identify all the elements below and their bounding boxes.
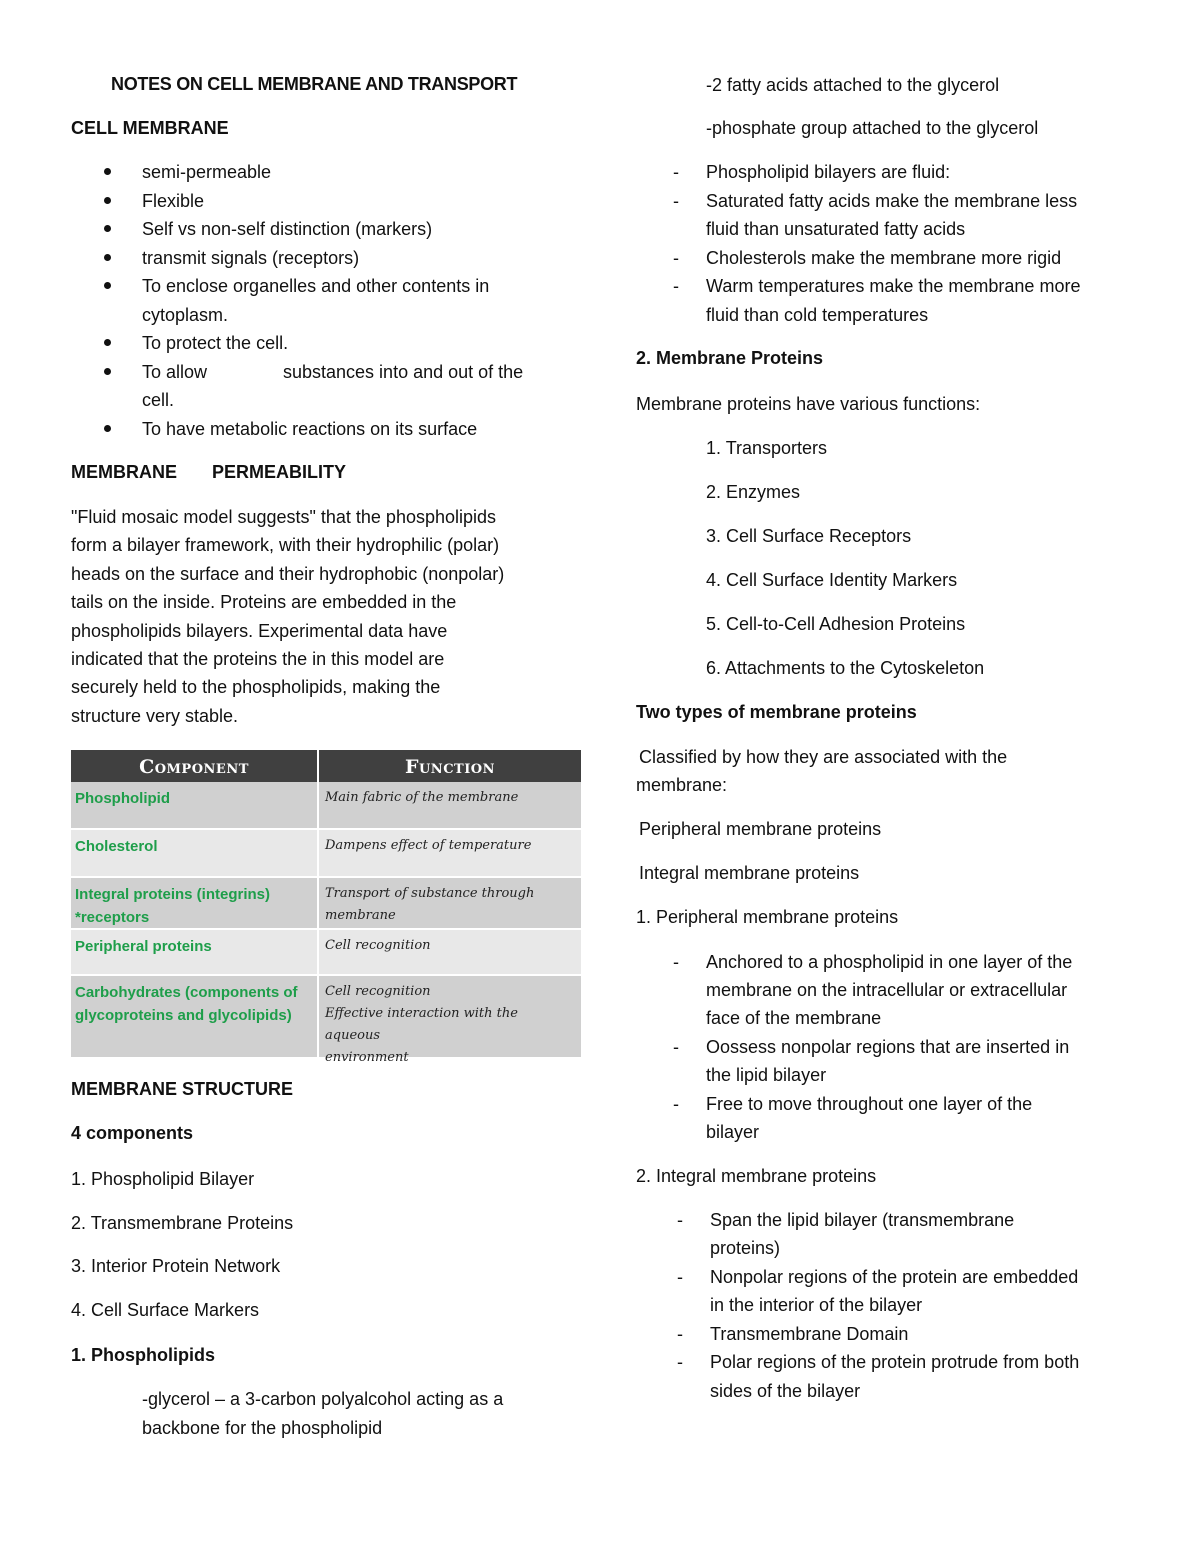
- table-row: [71, 878, 581, 928]
- function-item: 3. Cell Surface Receptors: [706, 526, 912, 546]
- table-header: [71, 750, 581, 782]
- paragraph-line: tails on the inside. Proteins are embedded in the: [71, 592, 457, 612]
- glycerol-line: backbone for the phospholipid: [142, 1418, 383, 1438]
- bullet-icon: [104, 368, 111, 375]
- paragraph-line: indicated that the proteins the in this model are: [71, 649, 445, 669]
- structure-item: 1. Phospholipid Bilayer: [71, 1169, 255, 1189]
- paragraph-line: phospholipids bilayers. Experimental data have: [71, 621, 448, 641]
- classified-line: membrane:: [636, 775, 728, 795]
- paragraph-line: form a bilayer framework, with their hydrophilic (polar): [71, 535, 500, 555]
- function-cell: Transport of substance through membrane: [325, 886, 535, 923]
- bullet-icon: [104, 168, 111, 175]
- dash-marker: -: [677, 1352, 683, 1372]
- table-row: [71, 930, 581, 974]
- component-cell: Carbohydrates (components of glycoproteins and glycolipids): [75, 984, 298, 1024]
- bullet-icon: [104, 197, 111, 204]
- integral-detail: Span the lipid bilayer (transmembrane: [710, 1210, 1015, 1230]
- fluidity-line: Cholesterols make the membrane more rigid: [706, 248, 1062, 268]
- dash-marker: -: [673, 952, 679, 972]
- component-cell: Integral proteins (integrins) *receptors: [75, 886, 271, 926]
- integral-detail: Transmembrane Domain: [710, 1324, 909, 1344]
- peripheral-detail: face of the membrane: [706, 1008, 882, 1028]
- integral-detail: Polar regions of the protein protrude from both: [710, 1352, 1080, 1372]
- two-types-heading: Two types of membrane proteins: [636, 702, 917, 722]
- membrane-structure-heading: MEMBRANE STRUCTURE: [71, 1079, 293, 1099]
- bullet-icon: [104, 339, 111, 346]
- function-item: 6. Attachments to the Cytoskeleton: [706, 658, 985, 678]
- fluidity-line: Saturated fatty acids make the membrane less: [706, 191, 1078, 211]
- phospholipids-heading: 1. Phospholipids: [71, 1345, 216, 1365]
- bullet-text-gap: substances into and out of the: [283, 362, 524, 382]
- integral-detail: sides of the bilayer: [710, 1381, 861, 1401]
- function-cell: Cell recognition: [325, 938, 431, 953]
- integral-detail: Nonpolar regions of the protein are embedded: [710, 1267, 1079, 1287]
- peripheral-detail: Anchored to a phospholipid in one layer of the: [706, 952, 1073, 972]
- peripheral-detail: Free to move throughout one layer of the: [706, 1094, 1033, 1114]
- dash-marker: -: [673, 162, 679, 182]
- function-item: 4. Cell Surface Identity Markers: [706, 570, 958, 590]
- function-item: 1. Transporters: [706, 438, 828, 458]
- integral-detail: proteins): [710, 1238, 781, 1258]
- fatty-acids-line: -2 fatty acids attached to the glycerol: [706, 75, 1000, 95]
- paragraph-line: "Fluid mosaic model suggests" that the phospholipids: [71, 507, 497, 527]
- component-cell: Phospholipid: [75, 790, 170, 807]
- fluidity-line: Warm temperatures make the membrane more: [706, 276, 1081, 296]
- component-function-table: [71, 750, 581, 1065]
- structure-item: 2. Transmembrane Proteins: [71, 1213, 294, 1233]
- function-cell: Dampens effect of temperature: [325, 838, 532, 853]
- classified-line: Classified by how they are associated with the: [639, 747, 1008, 767]
- table-header-function: Function: [404, 756, 496, 778]
- dash-marker: -: [673, 248, 679, 268]
- function-item: 5. Cell-to-Cell Adhesion Proteins: [706, 614, 966, 634]
- dash-marker: -: [673, 191, 679, 211]
- peripheral-detail: Oossess nonpolar regions that are inserted in: [706, 1037, 1070, 1057]
- table-row: [71, 830, 581, 876]
- table-row: [71, 782, 581, 828]
- component-cell: Cholesterol: [75, 838, 158, 855]
- bullet-continuation: cytoplasm.: [142, 305, 229, 325]
- fluidity-line: fluid than cold temperatures: [706, 305, 929, 325]
- bullet-icon: [104, 254, 111, 261]
- paragraph-line: heads on the surface and their hydrophobic (nonpolar): [71, 564, 505, 584]
- structure-item: 4. Cell Surface Markers: [71, 1300, 260, 1320]
- cell-membrane-heading: CELL MEMBRANE: [71, 118, 229, 138]
- peripheral-line: Peripheral membrane proteins: [639, 819, 882, 839]
- paragraph-line: securely held to the phospholipids, making the: [71, 677, 441, 697]
- component-cell: Peripheral proteins: [75, 938, 212, 955]
- peripheral-detail: bilayer: [706, 1122, 760, 1142]
- permeability-heading: PERMEABILITY: [212, 462, 347, 482]
- peripheral-detail: membrane on the intracellular or extracellular: [706, 980, 1068, 1000]
- dash-marker: -: [673, 276, 679, 296]
- components-subheading: 4 components: [71, 1123, 194, 1143]
- function-item: 2. Enzymes: [706, 482, 801, 502]
- fluidity-line: fluid than unsaturated fatty acids: [706, 219, 966, 239]
- peripheral-heading: 1. Peripheral membrane proteins: [636, 907, 899, 927]
- peripheral-detail: the lipid bilayer: [706, 1065, 827, 1085]
- dash-marker: -: [677, 1324, 683, 1344]
- paragraph-line: structure very stable.: [71, 706, 239, 726]
- function-cell: Main fabric of the membrane: [325, 790, 519, 805]
- dash-marker: -: [677, 1267, 683, 1287]
- structure-item: 3. Interior Protein Network: [71, 1256, 281, 1276]
- glycerol-line: -glycerol – a 3-carbon polyalcohol acting as a: [142, 1389, 504, 1409]
- integral-line: Integral membrane proteins: [639, 863, 860, 883]
- bullet-icon: [104, 282, 111, 289]
- bullet-icon: [104, 425, 111, 432]
- function-cell: Cell recognition Effective interaction with the aqueous environment: [325, 984, 518, 1065]
- document-title: NOTES ON CELL MEMBRANE AND TRANSPORT: [111, 74, 518, 94]
- dash-marker: -: [673, 1037, 679, 1057]
- proteins-intro: Membrane proteins have various functions:: [636, 394, 981, 414]
- bullet-icon: [104, 225, 111, 232]
- dash-marker: -: [673, 1094, 679, 1114]
- fluidity-line: Phospholipid bilayers are fluid:: [706, 162, 951, 182]
- table-row: [71, 976, 581, 1065]
- dash-marker: -: [677, 1210, 683, 1230]
- integral-detail: in the interior of the bilayer: [710, 1295, 923, 1315]
- membrane-heading: MEMBRANE: [71, 462, 177, 482]
- phosphate-line: -phosphate group attached to the glycerol: [706, 118, 1039, 138]
- table-header-component: Component: [139, 756, 249, 778]
- integral-heading: 2. Integral membrane proteins: [636, 1166, 877, 1186]
- membrane-proteins-heading: 2. Membrane Proteins: [636, 348, 824, 368]
- bullet-continuation: cell.: [142, 390, 175, 410]
